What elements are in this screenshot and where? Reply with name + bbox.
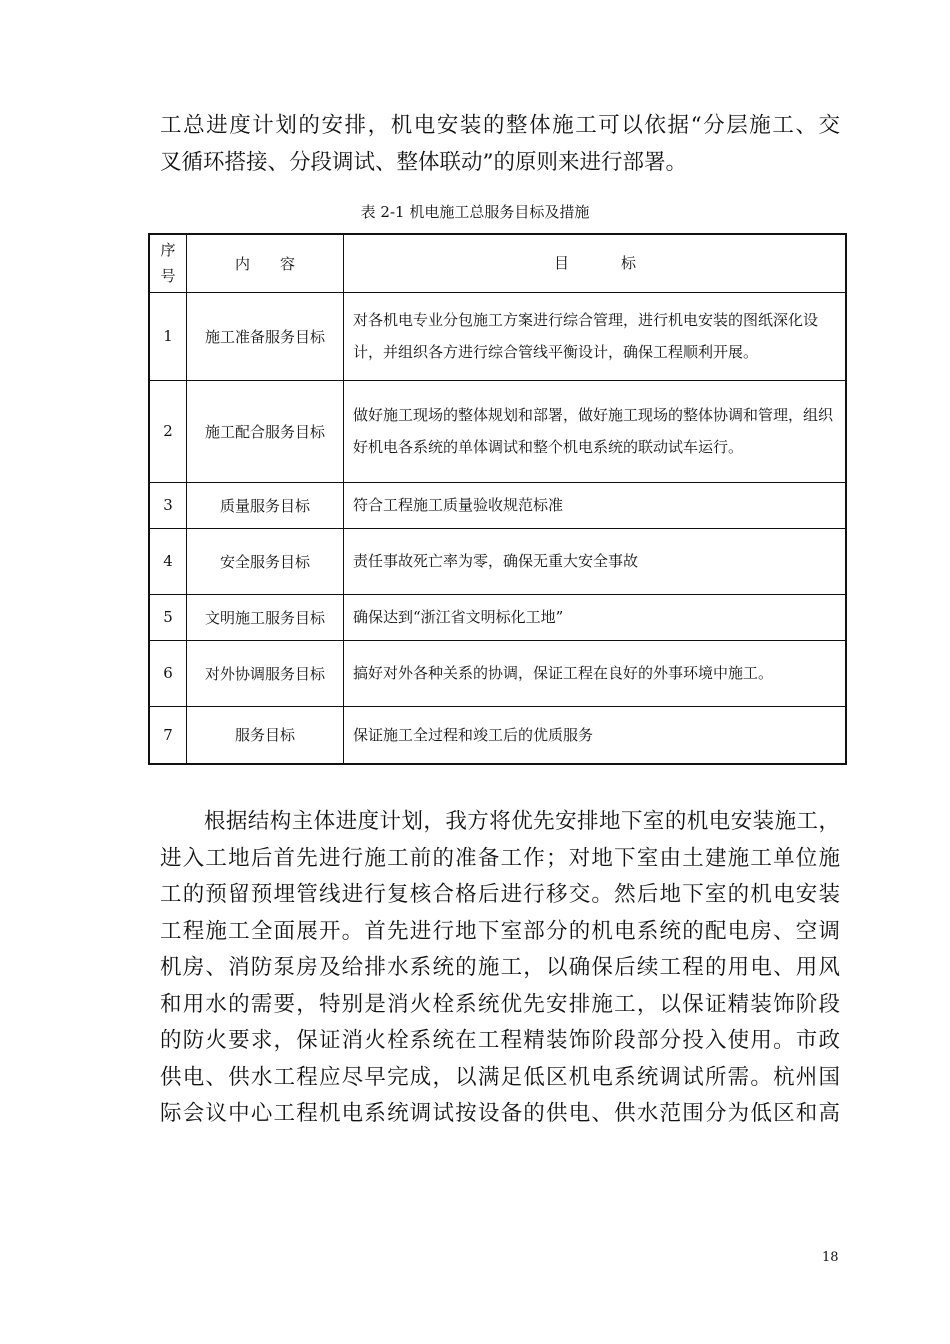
row-number: 5 bbox=[149, 594, 187, 640]
table-row bbox=[149, 594, 846, 640]
row-number: 2 bbox=[149, 380, 187, 482]
row-target: 责任事故死亡率为零，确保无重大安全事故 bbox=[344, 528, 847, 594]
header-serial-number bbox=[149, 234, 187, 292]
paragraph-line: 根据结构主体进度计划，我方将优先安排地下室的机电安装施工， bbox=[160, 809, 840, 834]
table-row bbox=[149, 640, 846, 706]
row-number: 7 bbox=[149, 706, 187, 764]
header-serial-line1: 序 bbox=[160, 241, 176, 260]
row-content: 文明施工服务目标 bbox=[187, 594, 344, 640]
paragraph-line: 工总进度计划的安排，机电安装的整体施工可以依据“分层施工、交 bbox=[160, 113, 840, 138]
paragraph-line: 机房、消防泵房及给排水系统的施工，以确保后续工程的用电、用风 bbox=[160, 955, 840, 980]
table-row bbox=[149, 292, 846, 380]
row-content: 对外协调服务目标 bbox=[187, 640, 344, 706]
header-target-char2: 标 bbox=[621, 254, 637, 273]
header-target bbox=[344, 234, 847, 292]
header-target-char1: 目 bbox=[553, 254, 569, 273]
paragraph-line: 供电、供水工程应尽早完成，以满足低区机电系统调试所需。杭州国 bbox=[160, 1064, 840, 1090]
table-row bbox=[149, 528, 846, 594]
row-content: 服务目标 bbox=[187, 706, 344, 764]
paragraph-line: 和用水的需要，特别是消火栓系统优先安排施工，以保证精装饰阶段 bbox=[160, 991, 840, 1017]
row-target: 做好施工现场的整体规划和部署，做好施工现场的整体协调和管理，组织好机电各系统的单体调试和整个机电系统的联动试车运行。 bbox=[344, 380, 847, 482]
page-number: 18 bbox=[822, 1250, 839, 1265]
header-serial-line2: 号 bbox=[160, 267, 176, 286]
row-target: 对各机电专业分包施工方案进行综合管理，进行机电安装的图纸深化设计，并组织各方进行综合管线平衡设计，确保工程顺利开展。 bbox=[344, 292, 847, 380]
paragraph-line: 际会议中心工程机电系统调试按设备的供电、供水范围分为低区和高 bbox=[160, 1101, 840, 1126]
service-goals-table bbox=[148, 233, 847, 765]
paragraph-line: 进入工地后首先进行施工前的准备工作；对地下室由土建施工单位施 bbox=[160, 845, 840, 871]
row-number: 1 bbox=[149, 292, 187, 380]
paragraph-line: 工程施工全面展开。首先进行地下室部分的机电系统的配电房、空调 bbox=[160, 918, 840, 944]
table-row bbox=[149, 380, 846, 482]
table-caption: 表 2-1 机电施工总服务目标及措施 bbox=[360, 203, 590, 221]
row-target: 保证施工全过程和竣工后的优质服务 bbox=[344, 706, 847, 764]
header-content bbox=[187, 234, 344, 292]
row-number: 4 bbox=[149, 528, 187, 594]
paragraph-line: 的防火要求，保证消火栓系统在工程精装饰阶段部分投入使用。市政 bbox=[160, 1028, 840, 1053]
row-number: 3 bbox=[149, 482, 187, 528]
paragraph-line: 工的预留预埋管线进行复核合格后进行移交。然后地下室的机电安装 bbox=[160, 882, 840, 907]
row-content: 质量服务目标 bbox=[187, 482, 344, 528]
row-number: 6 bbox=[149, 640, 187, 706]
header-content-char1: 内 bbox=[234, 254, 250, 273]
row-content: 安全服务目标 bbox=[187, 528, 344, 594]
row-content: 施工配合服务目标 bbox=[187, 380, 344, 482]
row-target: 符合工程施工质量验收规范标准 bbox=[344, 482, 847, 528]
table-header-row bbox=[149, 234, 846, 292]
row-target: 搞好对外各种关系的协调，保证工程在良好的外事环境中施工。 bbox=[344, 640, 847, 706]
table-row bbox=[149, 482, 846, 528]
header-content-char2: 容 bbox=[280, 254, 296, 273]
body-paragraph bbox=[160, 804, 840, 1133]
intro-paragraph bbox=[160, 108, 840, 181]
row-target: 确保达到“浙江省文明标化工地” bbox=[344, 594, 847, 640]
table-row bbox=[149, 706, 846, 764]
row-content: 施工准备服务目标 bbox=[187, 292, 344, 380]
paragraph-line: 叉循环搭接、分段调试、整体联动”的原则来进行部署。 bbox=[160, 149, 687, 175]
